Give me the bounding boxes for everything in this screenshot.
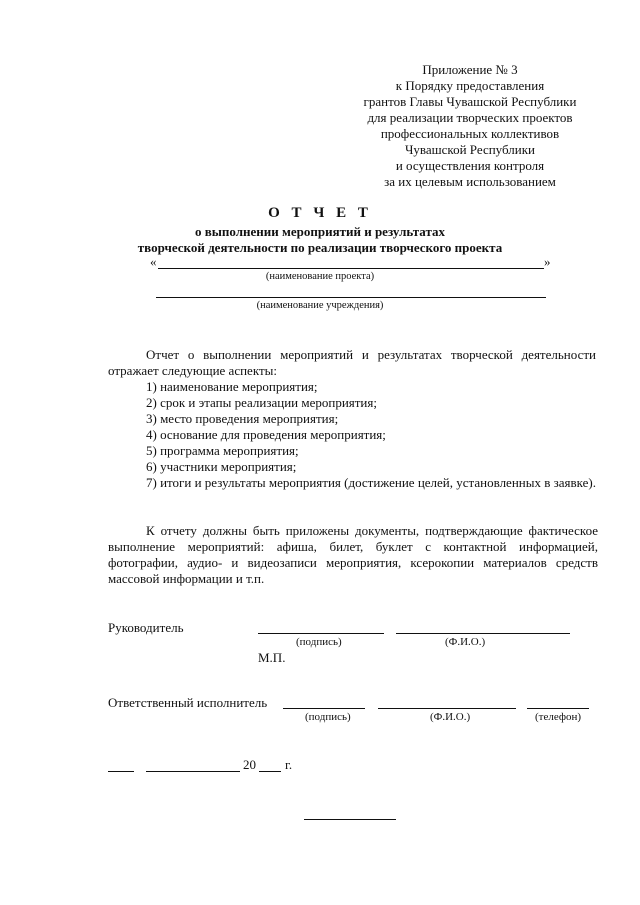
list-item: 2) срок и этапы реализации мероприятия; <box>146 395 377 410</box>
head-signature-line[interactable] <box>258 633 384 634</box>
executor-name-caption: (Ф.И.О.) <box>430 711 471 723</box>
list-item: 1) наименование мероприятия; <box>146 379 318 394</box>
attachments-paragraph: К отчету должны быть приложены документы, подтверждающие фактическое выполнение мероприятий: афиша, билет, буклет с контактной информацией, фотографии, аудио- и видеозаписи мероприятия, ксерокопии материалов средств массовой информации и т.п. <box>108 523 598 586</box>
annex-line: и осуществления контроля <box>395 158 545 173</box>
date-day-line[interactable] <box>108 771 134 772</box>
annex-line: Приложение № 3 <box>422 62 518 77</box>
executor-phone-caption: (телефон) <box>535 711 582 723</box>
executor-name-line[interactable] <box>378 708 516 709</box>
list-item: 4) основание для проведения мероприятия; <box>146 427 386 442</box>
date-year-suffix: г. <box>285 757 293 772</box>
intro-paragraph: Отчет о выполнении мероприятий и результатах творческой деятельности отражает следующие аспекты: <box>108 347 596 378</box>
head-name-line[interactable] <box>396 633 570 634</box>
institution-name-line[interactable] <box>156 297 546 298</box>
date-year-line[interactable] <box>259 771 281 772</box>
seal-mark: М.П. <box>258 650 286 665</box>
list-item: 3) место проведения мероприятия; <box>146 411 339 426</box>
quote-open: « <box>150 254 157 269</box>
annex-line: Чувашской Республики <box>404 142 536 157</box>
project-name-caption: (наименование проекта) <box>265 271 375 282</box>
quote-close: » <box>544 254 551 269</box>
executor-signature-line[interactable] <box>283 708 365 709</box>
list-item: 7) итоги и результаты мероприятия (достижение целей, установленных в заявке). <box>146 475 596 490</box>
annex-line: профессиональных коллективов <box>380 126 560 141</box>
annex-line: за их целевым использованием <box>384 174 556 189</box>
institution-name-caption: (наименование учреждения) <box>256 300 384 311</box>
annex-line: для реализации творческих проектов <box>367 110 573 125</box>
head-signature-caption: (подпись) <box>296 636 342 648</box>
executor-label: Ответственный исполнитель <box>108 695 268 710</box>
annex-line: грантов Главы Чувашской Республики <box>363 94 577 109</box>
closing-divider <box>304 819 396 820</box>
executor-phone-line[interactable] <box>527 708 589 709</box>
head-label: Руководитель <box>108 620 184 635</box>
report-title: О Т Ч Е Т <box>268 205 372 221</box>
annex-block <box>330 62 610 190</box>
list-item: 5) программа мероприятия; <box>146 443 299 458</box>
head-name-caption: (Ф.И.О.) <box>445 636 486 648</box>
annex-line: к Порядку предоставления <box>395 78 545 93</box>
date-year-prefix: 20 <box>243 757 256 772</box>
report-subtitle-line-2: творческой деятельности по реализации творческого проекта <box>137 240 503 255</box>
executor-signature-caption: (подпись) <box>305 711 351 723</box>
report-subtitle-line-1: о выполнении мероприятий и результатах <box>194 224 446 239</box>
date-month-line[interactable] <box>146 771 240 772</box>
list-item: 6) участники мероприятия; <box>146 459 297 474</box>
project-name-line[interactable] <box>158 268 544 269</box>
